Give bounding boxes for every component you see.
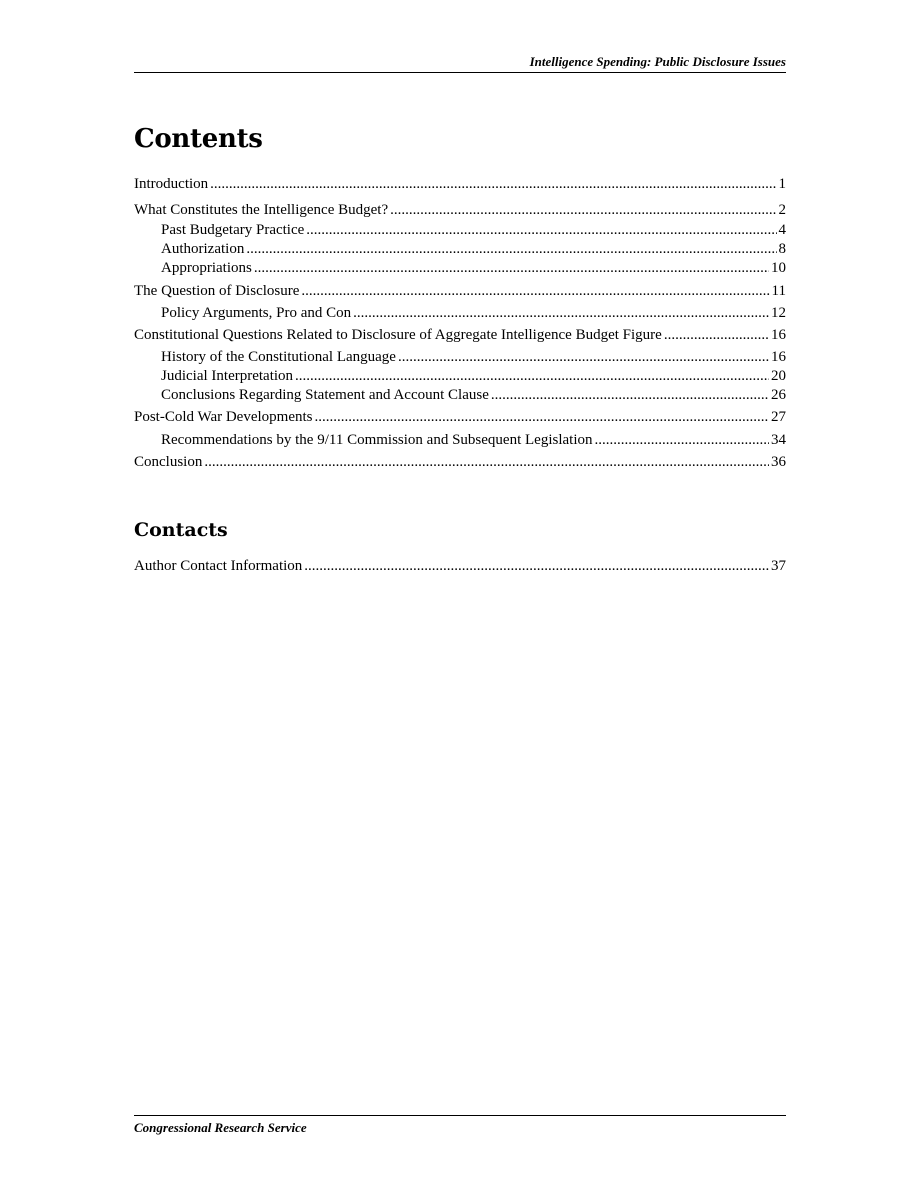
toc-entry[interactable] [134, 260, 786, 283]
toc-entry[interactable] [134, 202, 786, 222]
toc-entry[interactable] [134, 432, 786, 454]
toc-leader-dots [315, 409, 770, 426]
toc-entry[interactable] [134, 368, 786, 387]
toc-leader-dots [664, 327, 769, 344]
toc-leader-dots [491, 387, 769, 404]
toc-leader-dots [594, 432, 769, 449]
toc-entry-page: 34 [771, 432, 786, 448]
toc-entry-page: 20 [771, 368, 786, 384]
toc-leader-dots [304, 558, 769, 575]
toc-entry-title: History of the Constitutional Language [161, 349, 396, 365]
toc-entry-page: 37 [771, 558, 786, 574]
toc-entry-page: 26 [771, 387, 786, 403]
toc-entry[interactable] [134, 409, 786, 432]
footer-rule [134, 1115, 786, 1116]
toc-entry-title: Appropriations [161, 260, 252, 276]
toc-entry[interactable] [134, 349, 786, 368]
toc-entry-page: 1 [778, 176, 786, 192]
toc-entry-title: Conclusions Regarding Statement and Account Clause [161, 387, 489, 403]
toc-leader-dots [301, 283, 769, 300]
toc-entry-title: Authorization [161, 241, 245, 257]
toc-entry-title: Post-Cold War Developments [134, 409, 313, 425]
toc-entry-page: 16 [771, 327, 786, 343]
toc-entry-title: Author Contact Information [134, 558, 303, 574]
running-header: Intelligence Spending: Public Disclosure Issues [529, 54, 786, 69]
toc-entry[interactable] [134, 305, 786, 327]
toc-entry-title: The Question of Disclosure [134, 283, 300, 299]
toc-entry-title: Policy Arguments, Pro and Con [161, 305, 352, 321]
toc-entry[interactable] [134, 241, 786, 260]
toc-entry-title: Past Budgetary Practice [161, 222, 305, 238]
toc-leader-dots [204, 454, 769, 471]
toc-entry-title: Constitutional Questions Related to Disclosure of Aggregate Intelligence Budget Figure [134, 327, 662, 343]
header-rule [134, 72, 786, 73]
toc-leader-dots [353, 305, 769, 322]
toc-entry[interactable] [134, 558, 786, 580]
toc-entry-title: Recommendations by the 9/11 Commission and Subsequent Legislation [161, 432, 593, 448]
toc-leader-dots [390, 202, 776, 219]
toc-entry-title: Conclusion [134, 454, 203, 470]
toc-entry[interactable] [134, 387, 786, 409]
toc-entry[interactable] [134, 176, 786, 202]
toc-entry-page: 2 [778, 202, 786, 218]
toc-entry-page: 16 [771, 349, 786, 365]
toc-leader-dots [254, 260, 769, 277]
toc-leader-dots [246, 241, 776, 258]
toc-entry-page: 8 [778, 241, 786, 257]
toc-entry-page: 4 [778, 222, 786, 238]
toc-leader-dots [295, 368, 769, 385]
contents-list [134, 176, 786, 476]
toc-entry-page: 11 [771, 283, 786, 299]
page-footer: Congressional Research Service [134, 1120, 307, 1135]
contacts-heading: Contacts [134, 519, 228, 541]
toc-entry[interactable] [134, 327, 786, 349]
contacts-list [134, 558, 786, 580]
toc-entry-title: Introduction [134, 176, 209, 192]
toc-leader-dots [398, 349, 769, 366]
toc-entry-page: 12 [771, 305, 786, 321]
contents-heading: Contents [134, 124, 263, 154]
toc-leader-dots [210, 176, 776, 193]
toc-entry-page: 27 [771, 409, 786, 425]
toc-entry-page: 10 [771, 260, 786, 276]
toc-leader-dots [306, 222, 776, 239]
toc-entry-page: 36 [771, 454, 786, 470]
toc-entry[interactable] [134, 222, 786, 241]
toc-entry-title: What Constitutes the Intelligence Budget? [134, 202, 389, 218]
toc-entry-title: Judicial Interpretation [161, 368, 294, 384]
toc-entry[interactable] [134, 283, 786, 305]
toc-entry[interactable] [134, 454, 786, 476]
